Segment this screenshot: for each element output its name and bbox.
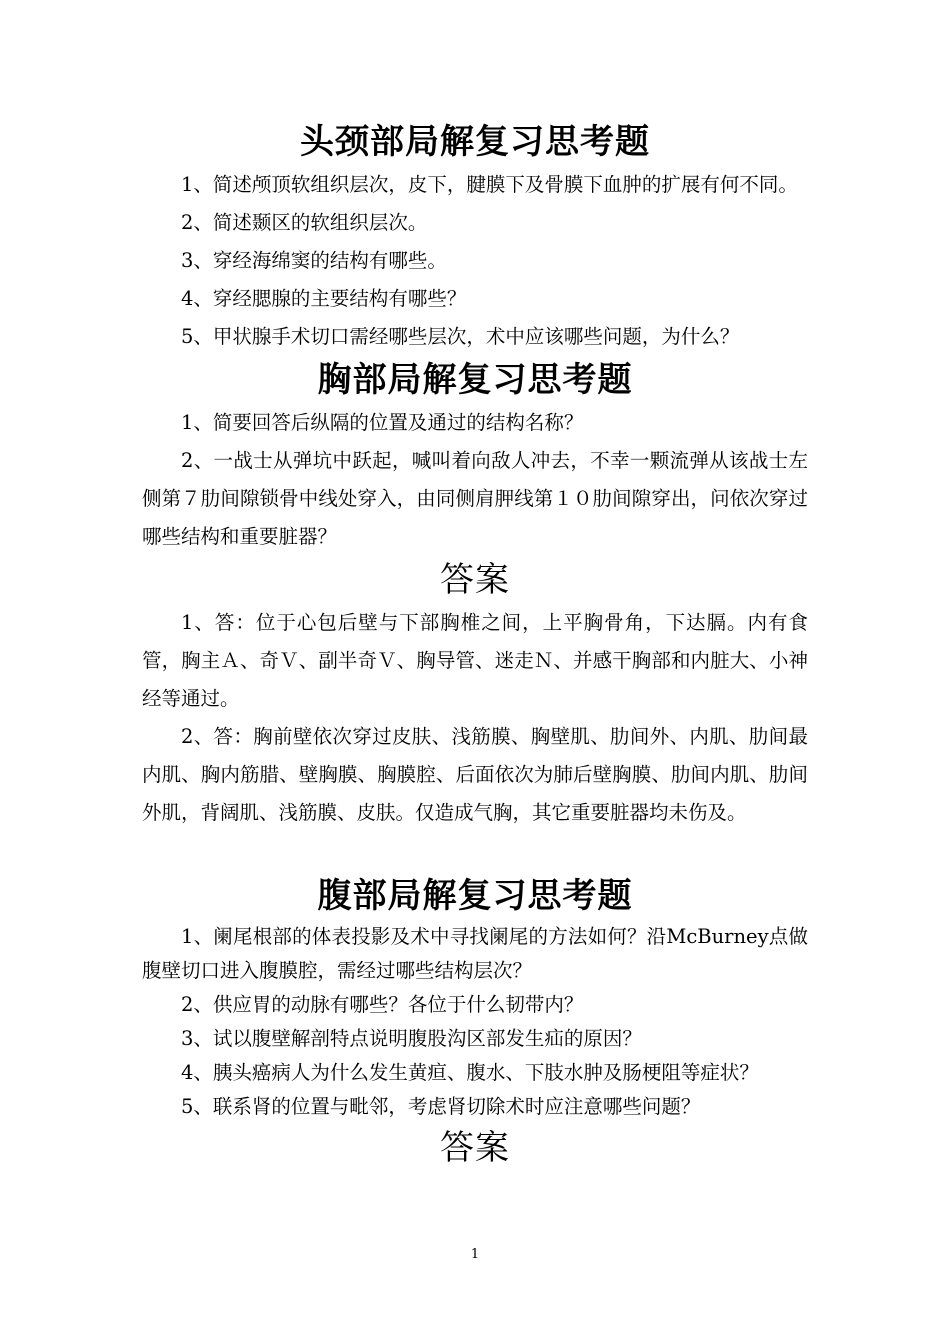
question-item: 3、穿经海绵窦的结构有哪些。 xyxy=(181,249,447,272)
question-item: 1、阑尾根部的体表投影及术中寻找阑尾的方法如何？沿McBurney点做腹壁切口进入腹膜腔，需经过哪些结构层次？ xyxy=(142,925,808,982)
section-title-thorax: 胸部局解复习思考题 xyxy=(317,360,633,400)
question-item: 5、联系肾的位置与毗邻，考虑肾切除术时应注意哪些问题？ xyxy=(181,1095,701,1118)
answer-item: 1、答：位于心包后壁与下部胸椎之间，上平胸骨角，下达膈。内有食管，胸主Ａ、奇Ｖ、副半奇Ｖ、胸导管、迷走Ｎ、并感干胸部和内脏大、小神经等通过。 xyxy=(142,611,808,710)
question-item: 1、简述颅顶软组织层次，皮下，腱膜下及骨膜下血肿的扩展有何不同。 xyxy=(181,173,798,196)
question-item: 3、试以腹壁解剖特点说明腹股沟区部发生疝的原因？ xyxy=(181,1027,642,1050)
section-gap xyxy=(142,832,808,872)
document-body xyxy=(142,118,808,1172)
question-item: 4、穿经腮腺的主要结构有哪些？ xyxy=(181,287,467,310)
section-title-abdomen: 腹部局解复习思考题 xyxy=(317,876,633,916)
question-item: 2、供应胃的动脉有哪些？各位于什么韧带内？ xyxy=(181,993,584,1016)
question-item: 2、简述颞区的软组织层次。 xyxy=(181,211,428,234)
question-item: 5、甲状腺手术切口需经哪些层次，术中应该哪些问题，为什么？ xyxy=(181,325,740,348)
question-item: 4、胰头癌病人为什么发生黄疸、腹水、下肢水肿及肠梗阻等症状？ xyxy=(181,1061,759,1084)
answer-title-abdomen: 答案 xyxy=(440,1128,510,1168)
section-title-head-neck: 头颈部局解复习思考题 xyxy=(300,122,650,162)
question-item: 1、简要回答后纵隔的位置及通过的结构名称？ xyxy=(181,411,584,434)
question-item: 2、一战士从弹坑中跃起，喊叫着向敌人冲去，不幸一颗流弹从该战士左侧第７肋间隙锁骨中线处穿入，由同侧肩胛线第１０肋间隙穿出，问依次穿过哪些结构和重要脏器？ xyxy=(142,449,808,548)
answer-title-thorax: 答案 xyxy=(440,560,510,600)
page-number: 1 xyxy=(470,1247,480,1262)
answer-item: 2、答：胸前壁依次穿过皮肤、浅筋膜、胸壁肌、肋间外、内肌、肋间最内肌、胸内筋腊、壁胸膜、胸膜腔、后面依次为肺后壁胸膜、肋间内肌、肋间外肌，背阔肌、浅筋膜、皮肤。仅造成气胸，其它重要脏器均未伤及。 xyxy=(142,725,808,824)
